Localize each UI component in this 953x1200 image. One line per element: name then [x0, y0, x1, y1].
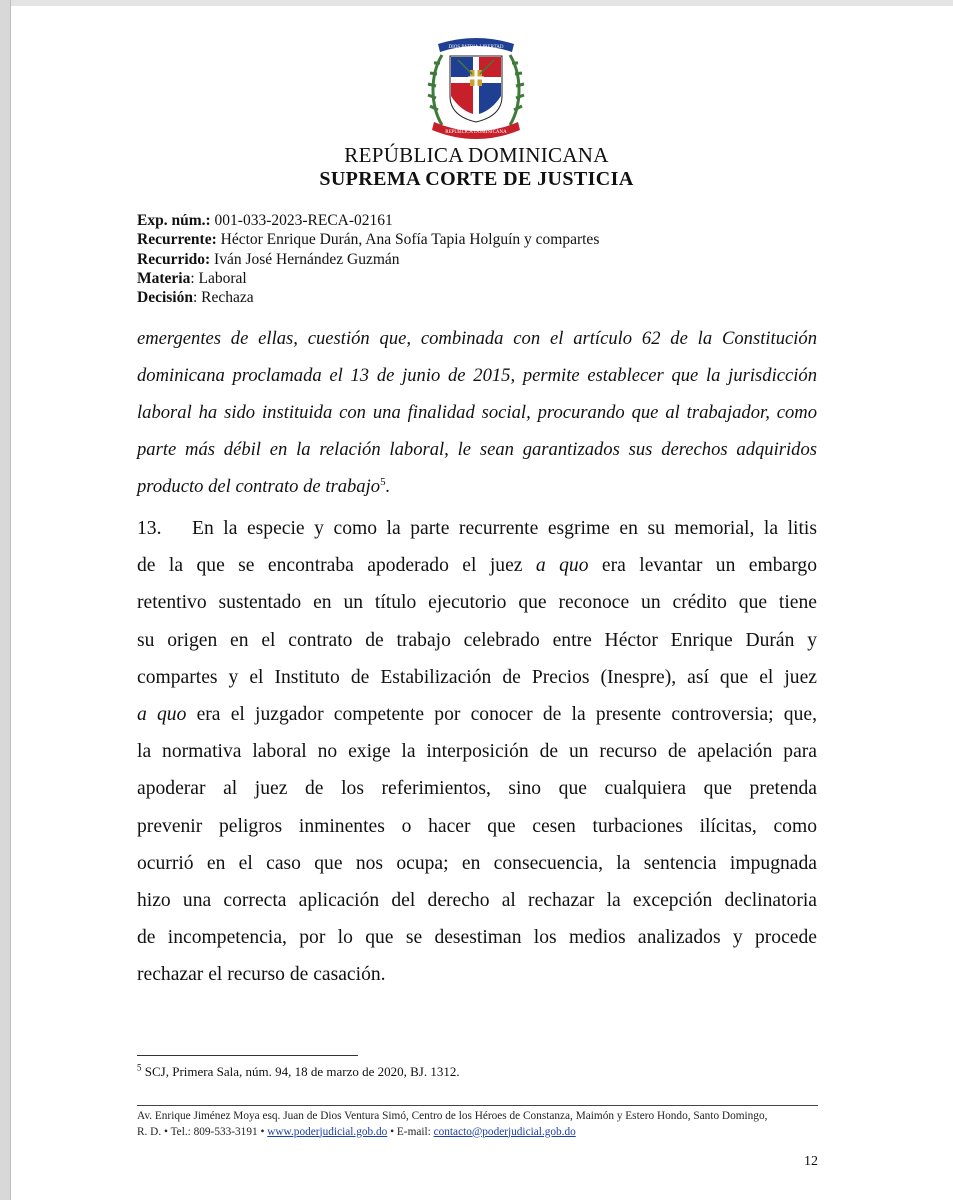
materia-row	[137, 269, 599, 288]
paragraph-line: prevenir peligros inminentes o hacer que cesen turbaciones ilícitas, como	[137, 815, 817, 837]
page-number: 12	[804, 1154, 818, 1169]
quote-line-text: producto del contrato de trabajo	[137, 476, 381, 497]
paragraph-line-text: era el juzgador competente por conocer de la presente controversia; que,	[186, 704, 817, 726]
recurrido-row	[137, 250, 599, 269]
decision-label: Decisión	[137, 289, 193, 307]
paragraph-line: de incompetencia, por lo que se desestiman los medios analizados y procede	[137, 927, 817, 949]
footnote-reference[interactable]: 5	[380, 475, 386, 488]
quote-line-last	[137, 468, 817, 505]
quote-line-end: .	[385, 476, 391, 497]
paragraph-line-text: En la especie y como la parte recurrente esgrime en su memorial, la litis	[192, 518, 817, 539]
materia-value: : Laboral	[190, 269, 247, 287]
exp-row	[137, 211, 599, 230]
materia-label: Materia	[137, 269, 191, 287]
footnote-separator	[137, 1055, 358, 1056]
footer-address	[137, 1109, 818, 1140]
paragraph-13	[137, 510, 817, 994]
scan-top-edge	[0, 0, 953, 6]
footer-phone-text: R. D. • Tel.: 809-533-3191 •	[137, 1125, 268, 1138]
case-metadata	[137, 211, 599, 307]
paragraph-line-text: era levantar un embargo	[588, 555, 817, 577]
footnote-text: SCJ, Primera Sala, núm. 94, 18 de marzo de 2020, BJ. 1312.	[141, 1064, 460, 1079]
latin-term: a quo	[535, 555, 589, 577]
paragraph-line	[137, 696, 817, 733]
court-heading: SUPREMA CORTE DE JUSTICIA	[319, 168, 634, 190]
website-link[interactable]: www.poderjudicial.gob.do	[267, 1125, 388, 1138]
paragraph-line	[137, 547, 817, 584]
footer-contact-line	[137, 1125, 818, 1141]
exp-label: Exp. núm.:	[137, 212, 211, 229]
recurrido-value: Iván José Hernández Guzmán	[210, 250, 400, 268]
paragraph-line: su origen en el contrato de trabajo celebrado entre Héctor Enrique Durán y	[137, 629, 817, 651]
quote-line: dominicana proclamada el 13 de junio de 2015, permite establecer que la jurisdicción	[137, 365, 817, 386]
paragraph-line: la normativa laboral no exige la interposición de un recurso de apelación para	[137, 741, 817, 763]
paragraph-line-last: rechazar el recurso de casación.	[137, 964, 386, 986]
recurrente-value: Héctor Enrique Durán, Ana Sofía Tapia Holguín y compartes	[216, 231, 600, 249]
quote-line: parte más débil en la relación laboral, le sean garantizados sus derechos adquiridos	[137, 439, 817, 460]
footer-address-line: Av. Enrique Jiménez Moya esq. Juan de Dios Ventura Simó, Centro de los Héroes de Constanza, Maimón y Estero Hondo, Santo Domingo,	[137, 1110, 768, 1122]
paragraph-number: 13.	[137, 518, 162, 539]
footnote-number: 5	[137, 1062, 142, 1073]
latin-term: a quo	[137, 704, 187, 726]
coat-of-arms-emblem	[424, 30, 528, 140]
crest-bottom-text: REPÚBLICA DOMINICANA	[445, 130, 507, 135]
paragraph-line: compartes y el Instituto de Estabilización de Precios (Inespre), así que el juez	[137, 666, 817, 688]
recurrente-row	[137, 230, 599, 249]
footer-email-label: • E-mail:	[387, 1125, 434, 1138]
crest-motto-text: DIOS PATRIA LIBERTAD	[448, 45, 504, 50]
recurrente-label: Recurrente:	[137, 231, 217, 249]
footnote	[137, 1064, 460, 1080]
paragraph-line	[137, 510, 817, 547]
paragraph-line: apoderar al juez de los referimientos, sino que cualquiera que pretenda	[137, 778, 817, 800]
country-heading: REPÚBLICA DOMINICANA	[344, 143, 609, 167]
decision-value: : Rechaza	[192, 289, 254, 307]
email-link[interactable]: contacto@poderjudicial.gob.do	[433, 1125, 576, 1138]
quote-line: laboral ha sido instituida con una finalidad social, procurando que al trabajador, como	[137, 402, 817, 423]
quote-line: emergentes de ellas, cuestión que, combinada con el artículo 62 de la Constitución	[137, 328, 817, 349]
quoted-text-block	[137, 320, 817, 505]
footer-separator	[137, 1105, 818, 1106]
paragraph-line: ocurrió en el caso que nos ocupa; en consecuencia, la sentencia impugnada	[137, 852, 817, 874]
recurrido-label: Recurrido:	[137, 250, 211, 268]
decision-row	[137, 288, 599, 307]
exp-value: 001-033-2023-RECA-02161	[210, 212, 393, 229]
paragraph-line-text: de la que se encontraba apoderado el juez	[137, 555, 536, 577]
paragraph-line: retentivo sustentado en un título ejecutorio que reconoce un crédito que tiene	[137, 592, 817, 614]
paragraph-line: hizo una correcta aplicación del derecho al rechazar la excepción declinatoria	[137, 890, 817, 912]
